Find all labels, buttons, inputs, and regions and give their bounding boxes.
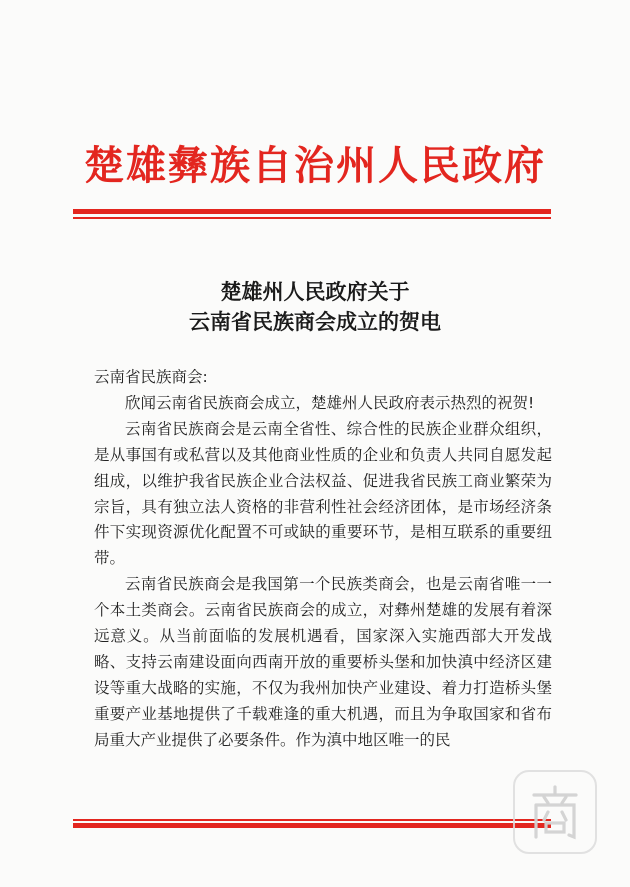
salutation: 云南省民族商会: (94, 368, 208, 386)
footer-red-rule-thick (73, 823, 551, 828)
paragraph-significance: 云南省民族商会是我国第一个民族类商会，也是云南省唯一一个本土类商会。云南省民族商会的成立，对彝州楚雄的发展有着深远意义。从当前面临的发展机遇看，国家深入实施西部大开发战略、支持云南建设面向西南开放的重要桥头堡和加快滇中经济区建设等重大战略的实施，不仅为我州加快产业建设、着力打造桥头堡重要产业基地提供了千载难逢的重大机遇，而且为争取国家和省布局重大产业提供了必要条件。作为滇中地区唯一的民 (94, 575, 552, 749)
document-title-line1: 楚雄州人民政府关于 (220, 279, 410, 304)
issuer-heading: 楚雄彝族自治州人民政府 (84, 142, 546, 189)
shang-glyph-icon (526, 783, 584, 841)
footer-red-rule-thin (73, 819, 551, 821)
header-red-rule-thick (73, 209, 551, 214)
document-title-line2: 云南省民族商会成立的贺电 (189, 309, 441, 334)
shang-logo-watermark-icon (513, 770, 597, 854)
paragraph-congratulation: 欣闻云南省民族商会成立，楚雄州人民政府表示热烈的祝贺! (125, 393, 535, 412)
paragraph-chamber-description: 云南省民族商会是云南全省性、综合性的民族企业群众组织，是从事国有或私营以及其他商业性质的企业和负责人共同自愿发起组成，以维护我省民族企业合法权益、促进我省民族工商业繁荣为宗旨，具有独立法人资格的非营利性社会经济团体，是市场经济条件下实现资源优化配置不可或缺的重要环节，是相互联系的重要纽带。 (94, 419, 552, 568)
header-red-rule-thin (73, 217, 551, 219)
document-body (94, 365, 552, 754)
